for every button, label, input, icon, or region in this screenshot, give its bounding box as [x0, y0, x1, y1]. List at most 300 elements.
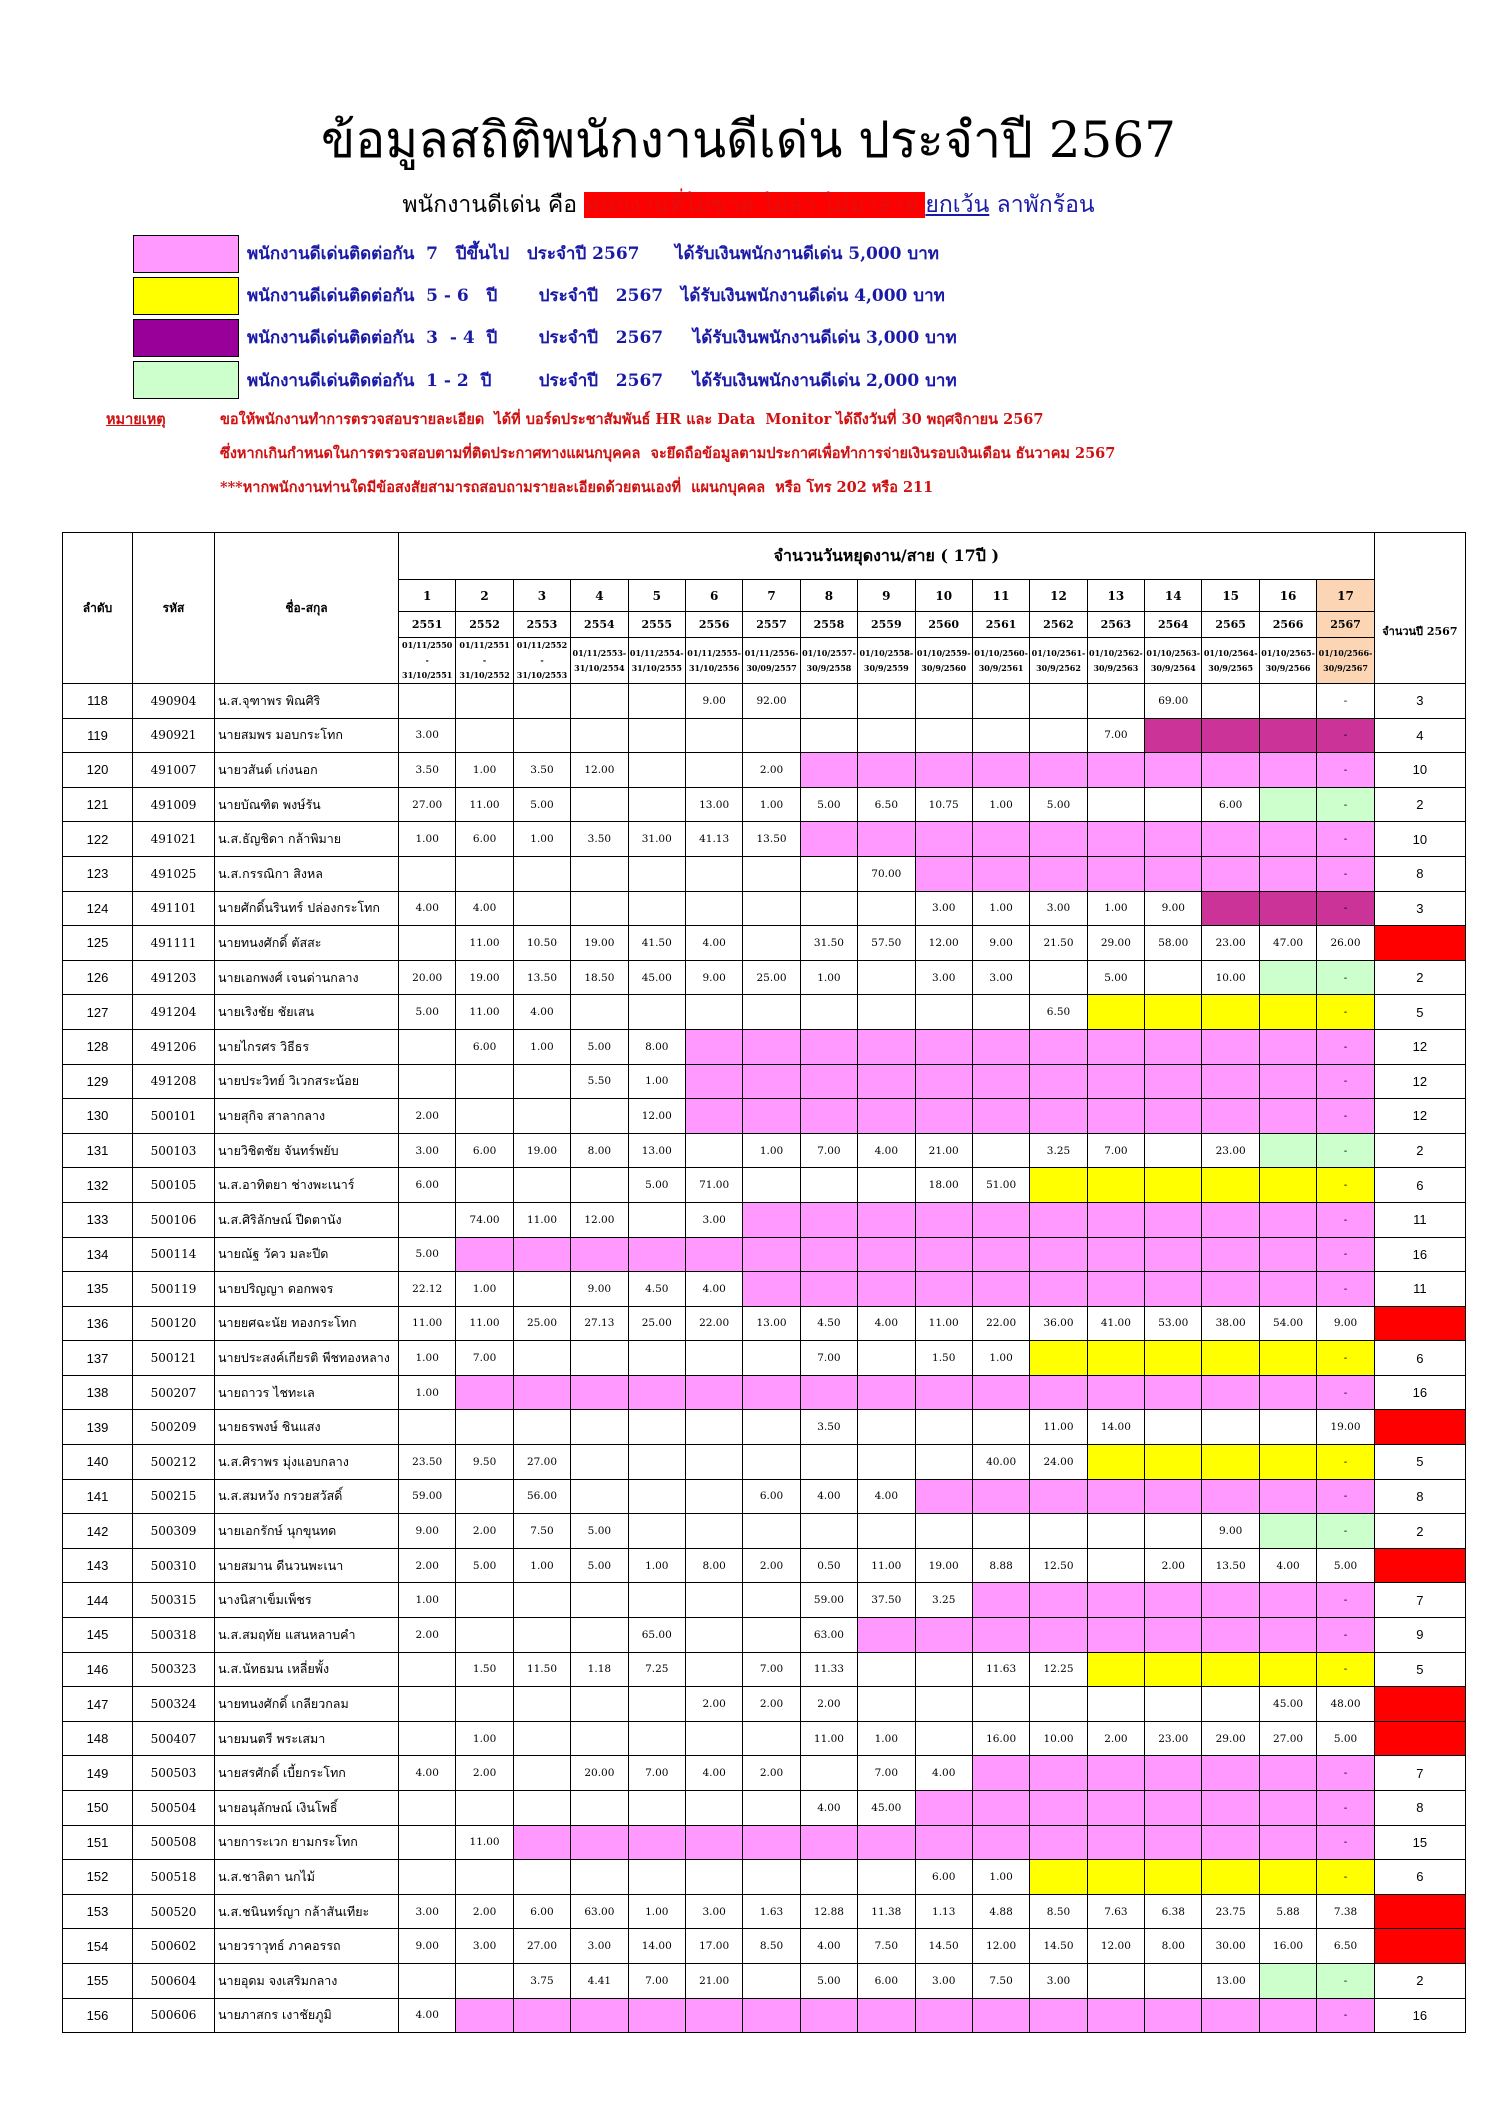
row-year-value	[858, 1029, 915, 1064]
row-year-value	[571, 1168, 628, 1203]
table-row	[63, 1583, 1466, 1618]
row-year-value: 12.00	[1087, 1929, 1144, 1964]
row-year-value: 3.50	[571, 822, 628, 857]
row-year-value	[1202, 1825, 1259, 1860]
row-year-value: -	[1317, 856, 1375, 891]
row-year-value	[513, 718, 570, 753]
row-year-value	[456, 1963, 513, 1998]
row-year-value	[1030, 1791, 1087, 1826]
row-total: 6	[1374, 1168, 1465, 1203]
note-line-3: ***หากพนักงานท่านใดมีข้อสงสัยสามารถสอบถามรายละเอียดด้วยตนเองที่ แผนกบุคคล หรือ โทร 202 หรือ 211	[220, 479, 934, 496]
row-year-value: 11.00	[858, 1548, 915, 1583]
row-year-value	[915, 1272, 972, 1307]
row-year-value	[513, 1375, 570, 1410]
definition-vacation: ลาพักร้อน	[989, 192, 1095, 218]
table-row	[63, 1652, 1466, 1687]
row-year-value	[915, 995, 972, 1030]
row-year-value: 2.00	[743, 753, 800, 788]
row-year-value	[1030, 1375, 1087, 1410]
row-year-value	[743, 1998, 800, 2033]
row-year-value: 21.00	[685, 1963, 742, 1998]
row-name: น.ส.สมฤทัย แสนหลาบคำ	[215, 1618, 399, 1653]
row-year-value	[858, 753, 915, 788]
header-year-number: 1	[399, 580, 456, 612]
row-year-value	[1145, 753, 1202, 788]
row-year-value	[1145, 1133, 1202, 1168]
row-year-value	[513, 1168, 570, 1203]
row-year-value: -	[1317, 1791, 1375, 1826]
row-year-value: 4.00	[399, 891, 456, 926]
row-year-value	[571, 1998, 628, 2033]
row-year-value	[685, 1064, 742, 1099]
row-year-value: 11.00	[800, 1721, 857, 1756]
row-year-value	[972, 718, 1029, 753]
row-year-value: 5.00	[628, 1168, 685, 1203]
row-year-value: 1.50	[456, 1652, 513, 1687]
row-year-value	[743, 1064, 800, 1099]
row-year-value	[628, 718, 685, 753]
row-year-value	[1087, 822, 1144, 857]
row-year-value: 3.00	[915, 1963, 972, 1998]
row-year-value: 6.50	[858, 787, 915, 822]
row-index: 141	[63, 1479, 133, 1514]
row-year-value: 3.25	[915, 1583, 972, 1618]
row-year-value	[456, 1064, 513, 1099]
row-year-value: 6.00	[456, 1133, 513, 1168]
row-year-value: 5.00	[1030, 787, 1087, 822]
row-year-value: 1.00	[858, 1721, 915, 1756]
row-year-value	[628, 1445, 685, 1480]
header-date-range: 01/11/2555- 31/10/2556	[685, 638, 742, 684]
row-year-value: 13.00	[685, 787, 742, 822]
row-year-value	[1259, 1825, 1316, 1860]
row-year-value	[456, 718, 513, 753]
row-total: 12	[1374, 1099, 1465, 1134]
row-total: 10	[1374, 753, 1465, 788]
definition-line	[0, 190, 1497, 220]
row-year-value	[513, 1825, 570, 1860]
row-year-value: 12.88	[800, 1894, 857, 1929]
row-year-value	[399, 1202, 456, 1237]
row-index: 129	[63, 1064, 133, 1099]
row-index: 145	[63, 1618, 133, 1653]
row-year-value	[1087, 1756, 1144, 1791]
row-year-value	[571, 684, 628, 719]
row-year-value	[1202, 891, 1259, 926]
row-year-value: 2.00	[800, 1687, 857, 1722]
row-year-value: 5.00	[1087, 960, 1144, 995]
row-total: 7	[1374, 1583, 1465, 1618]
row-year-value	[571, 1687, 628, 1722]
row-year-value: 12.00	[628, 1099, 685, 1134]
row-year-value	[1145, 1652, 1202, 1687]
row-name: น.ส.กรรณิกา สิงหล	[215, 856, 399, 891]
row-year-value	[743, 1410, 800, 1445]
row-year-value	[915, 1618, 972, 1653]
row-year-value: 9.00	[399, 1514, 456, 1549]
row-year-value	[1202, 1652, 1259, 1687]
row-year-value	[1202, 995, 1259, 1030]
row-index: 138	[63, 1375, 133, 1410]
row-year-value: 11.00	[456, 1306, 513, 1341]
header-blank	[1374, 533, 1465, 580]
header-year: 2557	[743, 612, 800, 638]
row-year-value	[1202, 1756, 1259, 1791]
row-year-value	[972, 753, 1029, 788]
row-year-value: -	[1317, 1445, 1375, 1480]
row-year-value	[972, 1618, 1029, 1653]
row-year-value	[743, 1963, 800, 1998]
row-year-value: 4.00	[800, 1791, 857, 1826]
row-year-value	[685, 1514, 742, 1549]
row-year-value	[800, 753, 857, 788]
row-year-value	[456, 1479, 513, 1514]
row-year-value	[1087, 1064, 1144, 1099]
row-code: 500602	[133, 1929, 215, 1964]
row-year-value	[1145, 1479, 1202, 1514]
row-name: นายภาสกร เงาชัยภูมิ	[215, 1998, 399, 2033]
row-code: 500114	[133, 1237, 215, 1272]
row-year-value	[1087, 1583, 1144, 1618]
row-year-value	[1145, 1618, 1202, 1653]
row-year-value	[456, 684, 513, 719]
row-year-value: 11.50	[513, 1652, 570, 1687]
row-year-value: -	[1317, 684, 1375, 719]
row-year-value: 40.00	[972, 1445, 1029, 1480]
row-year-value	[571, 1237, 628, 1272]
row-year-value: 5.00	[456, 1548, 513, 1583]
row-year-value	[1202, 1410, 1259, 1445]
row-year-value	[628, 1202, 685, 1237]
row-year-value: 1.00	[513, 1029, 570, 1064]
row-year-value	[1087, 1272, 1144, 1307]
row-year-value	[915, 1687, 972, 1722]
row-year-value: 1.00	[399, 1583, 456, 1618]
row-year-value	[915, 1791, 972, 1826]
row-year-value	[1202, 822, 1259, 857]
row-year-value	[1030, 1202, 1087, 1237]
row-year-value	[1145, 960, 1202, 995]
row-year-value	[1030, 1583, 1087, 1618]
row-year-value: 48.00	[1317, 1687, 1375, 1722]
row-year-value	[1259, 1514, 1316, 1549]
row-total: 12	[1374, 1029, 1465, 1064]
row-index: 140	[63, 1445, 133, 1480]
row-year-value	[858, 1652, 915, 1687]
row-year-value	[1030, 684, 1087, 719]
row-year-value	[972, 1029, 1029, 1064]
row-year-value: 30.00	[1202, 1929, 1259, 1964]
row-year-value	[685, 1860, 742, 1895]
row-code: 500503	[133, 1756, 215, 1791]
row-code: 500309	[133, 1514, 215, 1549]
row-year-value	[685, 1237, 742, 1272]
row-year-value	[1087, 753, 1144, 788]
row-year-value	[972, 995, 1029, 1030]
row-total: 8	[1374, 1479, 1465, 1514]
row-year-value	[743, 718, 800, 753]
row-index: 125	[63, 926, 133, 961]
row-year-value: 13.50	[513, 960, 570, 995]
row-year-value: 7.50	[972, 1963, 1029, 1998]
row-name: นายอุดม จงเสริมกลาง	[215, 1963, 399, 1998]
row-year-value: 3.25	[1030, 1133, 1087, 1168]
row-index: 137	[63, 1341, 133, 1376]
row-year-value	[1259, 891, 1316, 926]
row-year-value: 36.00	[1030, 1306, 1087, 1341]
row-year-value: 7.00	[456, 1341, 513, 1376]
row-index: 143	[63, 1548, 133, 1583]
row-year-value	[628, 1514, 685, 1549]
row-year-value: 4.50	[628, 1272, 685, 1307]
row-year-value	[513, 1860, 570, 1895]
row-year-value: 57.50	[858, 926, 915, 961]
row-year-value	[628, 995, 685, 1030]
row-year-value: -	[1317, 718, 1375, 753]
row-year-value	[858, 960, 915, 995]
row-year-value: 3.00	[399, 1133, 456, 1168]
row-year-value: 11.00	[513, 1202, 570, 1237]
row-year-value: 69.00	[1145, 684, 1202, 719]
row-index: 131	[63, 1133, 133, 1168]
row-year-value: 14.00	[628, 1929, 685, 1964]
row-year-value: 5.00	[800, 1963, 857, 1998]
table-row	[63, 1272, 1466, 1307]
row-year-value	[399, 856, 456, 891]
row-year-value: 7.38	[1317, 1894, 1375, 1929]
header-date-range: 01/10/2560- 30/9/2561	[972, 638, 1029, 684]
row-year-value	[800, 1756, 857, 1791]
row-year-value	[628, 1479, 685, 1514]
row-year-value	[915, 1825, 972, 1860]
row-year-value	[915, 753, 972, 788]
row-year-value	[743, 1618, 800, 1653]
row-year-value: 7.00	[743, 1652, 800, 1687]
row-name: นายณัฐ วัคว มละปีด	[215, 1237, 399, 1272]
header-year-number: 3	[513, 580, 570, 612]
header-year: 2565	[1202, 612, 1259, 638]
table-row	[63, 1791, 1466, 1826]
row-name: นายสมพร มอบกระโทก	[215, 718, 399, 753]
row-year-value: -	[1317, 753, 1375, 788]
row-year-value	[915, 1410, 972, 1445]
row-code: 500407	[133, 1721, 215, 1756]
header-date-range: 01/10/2557- 30/9/2558	[800, 638, 857, 684]
row-year-value: 13.00	[628, 1133, 685, 1168]
row-year-value: 4.00	[685, 926, 742, 961]
row-name: นายสรศักดิ์ เบี้ยกระโทก	[215, 1756, 399, 1791]
row-year-value: 7.63	[1087, 1894, 1144, 1929]
row-year-value	[1202, 753, 1259, 788]
row-year-value	[1087, 1652, 1144, 1687]
row-year-value: 7.00	[858, 1756, 915, 1791]
row-year-value: 4.00	[800, 1479, 857, 1514]
row-year-value	[1259, 718, 1316, 753]
row-total: 15	[1374, 1825, 1465, 1860]
row-year-value: 1.00	[399, 1375, 456, 1410]
row-year-value	[1087, 1099, 1144, 1134]
row-year-value: 4.00	[858, 1133, 915, 1168]
row-year-value	[858, 1825, 915, 1860]
row-year-value	[1030, 1237, 1087, 1272]
table-row	[63, 684, 1466, 719]
row-year-value	[1202, 1064, 1259, 1099]
row-year-value: 8.00	[1145, 1929, 1202, 1964]
row-year-value: -	[1317, 787, 1375, 822]
row-year-value: 12.00	[571, 1202, 628, 1237]
row-year-value	[1145, 995, 1202, 1030]
header-date-range: 01/11/2556- 30/09/2557	[743, 638, 800, 684]
table-row	[63, 1998, 1466, 2033]
header-date-range: 01/10/2566- 30/9/2567	[1317, 638, 1375, 684]
row-year-value: 92.00	[743, 684, 800, 719]
legend-swatch-purple	[133, 319, 239, 357]
row-year-value: 5.00	[399, 995, 456, 1030]
row-year-value: 11.00	[456, 995, 513, 1030]
row-year-value	[858, 1272, 915, 1307]
row-year-value	[800, 1099, 857, 1134]
row-code: 491009	[133, 787, 215, 822]
row-year-value	[1030, 1272, 1087, 1307]
row-year-value	[1259, 1410, 1316, 1445]
header-year-number: 6	[685, 580, 742, 612]
row-year-value	[685, 995, 742, 1030]
row-year-value	[1202, 1583, 1259, 1618]
header-year: 2563	[1087, 612, 1144, 638]
row-year-value: 1.00	[1087, 891, 1144, 926]
row-year-value	[800, 995, 857, 1030]
row-total: 12	[1374, 1064, 1465, 1099]
row-year-value	[456, 1860, 513, 1895]
row-year-value: 7.00	[628, 1963, 685, 1998]
header-year: 2555	[628, 612, 685, 638]
header-year: 2561	[972, 612, 1029, 638]
row-year-value	[1030, 1479, 1087, 1514]
row-year-value	[513, 856, 570, 891]
row-year-value: 8.50	[1030, 1894, 1087, 1929]
table-row	[63, 1133, 1466, 1168]
row-year-value	[1030, 1064, 1087, 1099]
row-year-value	[1259, 960, 1316, 995]
row-year-value	[1145, 1825, 1202, 1860]
row-name: นายเอกพงศ์ เจนด่านกลาง	[215, 960, 399, 995]
row-index: 146	[63, 1652, 133, 1687]
row-year-value	[743, 1860, 800, 1895]
row-year-value	[685, 1029, 742, 1064]
table-row	[63, 1721, 1466, 1756]
row-year-value	[972, 856, 1029, 891]
row-year-value: 4.00	[513, 995, 570, 1030]
row-code: 500106	[133, 1202, 215, 1237]
row-year-value	[743, 1791, 800, 1826]
row-year-value	[1259, 1479, 1316, 1514]
row-year-value	[1259, 1029, 1316, 1064]
row-year-value	[972, 1756, 1029, 1791]
row-year-value: 9.00	[1145, 891, 1202, 926]
row-year-value	[628, 1998, 685, 2033]
row-year-value: 1.13	[915, 1894, 972, 1929]
row-year-value: 11.38	[858, 1894, 915, 1929]
row-total: 6	[1374, 1860, 1465, 1895]
row-year-value	[1259, 1791, 1316, 1826]
row-year-value	[915, 1064, 972, 1099]
row-year-value: -	[1317, 1064, 1375, 1099]
row-year-value	[1145, 1445, 1202, 1480]
row-year-value	[800, 684, 857, 719]
row-year-value	[513, 1618, 570, 1653]
row-year-value	[399, 1064, 456, 1099]
row-year-value	[1087, 1168, 1144, 1203]
row-year-value	[1259, 1963, 1316, 1998]
row-year-value	[685, 1825, 742, 1860]
row-year-value: 13.00	[1202, 1963, 1259, 1998]
row-year-value: 2.00	[456, 1756, 513, 1791]
row-year-value	[858, 1375, 915, 1410]
header-date-range: 01/11/2552 - 31/10/2553	[513, 638, 570, 684]
row-year-value: -	[1317, 1099, 1375, 1134]
header-year-number: 13	[1087, 580, 1144, 612]
note-line-2: ซึ่งหากเกินกำหนดในการตรวจสอบตามที่ติดประกาศทางแผนกบุคคล จะยึดถือข้อมูลตามประกาศเพื่อทำการจ่ายเงินรอบเงินเดือน ธันวาคม 2567	[220, 445, 1116, 462]
row-year-value	[800, 1445, 857, 1480]
row-year-value	[972, 1514, 1029, 1549]
row-year-value	[399, 1410, 456, 1445]
table-row	[63, 1825, 1466, 1860]
row-year-value: 22.12	[399, 1272, 456, 1307]
row-total	[1374, 926, 1465, 961]
row-year-value	[743, 1237, 800, 1272]
row-year-value: -	[1317, 891, 1375, 926]
row-index: 142	[63, 1514, 133, 1549]
row-year-value: 5.00	[513, 787, 570, 822]
row-year-value	[800, 1860, 857, 1895]
row-year-value	[972, 822, 1029, 857]
row-year-value	[1259, 1168, 1316, 1203]
row-year-value: 45.00	[1259, 1687, 1316, 1722]
row-index: 155	[63, 1963, 133, 1998]
row-year-value: 17.00	[685, 1929, 742, 1964]
row-year-value	[571, 1375, 628, 1410]
row-year-value: 10.00	[1202, 960, 1259, 995]
row-year-value: 4.00	[858, 1479, 915, 1514]
row-year-value	[858, 1514, 915, 1549]
row-year-value	[800, 1998, 857, 2033]
row-year-value: 1.50	[915, 1341, 972, 1376]
row-year-value: 12.25	[1030, 1652, 1087, 1687]
row-year-value: 4.00	[800, 1929, 857, 1964]
row-year-value	[972, 1064, 1029, 1099]
row-year-value	[1087, 1963, 1144, 1998]
table-row	[63, 1202, 1466, 1237]
row-year-value: 9.00	[399, 1929, 456, 1964]
row-year-value: 2.00	[743, 1687, 800, 1722]
row-year-value	[743, 856, 800, 891]
row-name: น.ส.อาทิตยา ช่างพะเนาร์	[215, 1168, 399, 1203]
row-name: น.ส.สมหวัง กรวยสวัสดิ์	[215, 1479, 399, 1514]
header-date-range: 01/10/2564- 30/9/2565	[1202, 638, 1259, 684]
row-year-value: 51.00	[972, 1168, 1029, 1203]
header-date-range: 01/11/2553- 31/10/2554	[571, 638, 628, 684]
row-year-value: 2.00	[1087, 1721, 1144, 1756]
row-index: 122	[63, 822, 133, 857]
row-year-value	[743, 1168, 800, 1203]
row-year-value	[571, 1099, 628, 1134]
row-year-value	[858, 1860, 915, 1895]
row-year-value: -	[1317, 1652, 1375, 1687]
table-row	[63, 856, 1466, 891]
table-row	[63, 891, 1466, 926]
row-total: 16	[1374, 1237, 1465, 1272]
row-year-value: 5.00	[1317, 1721, 1375, 1756]
